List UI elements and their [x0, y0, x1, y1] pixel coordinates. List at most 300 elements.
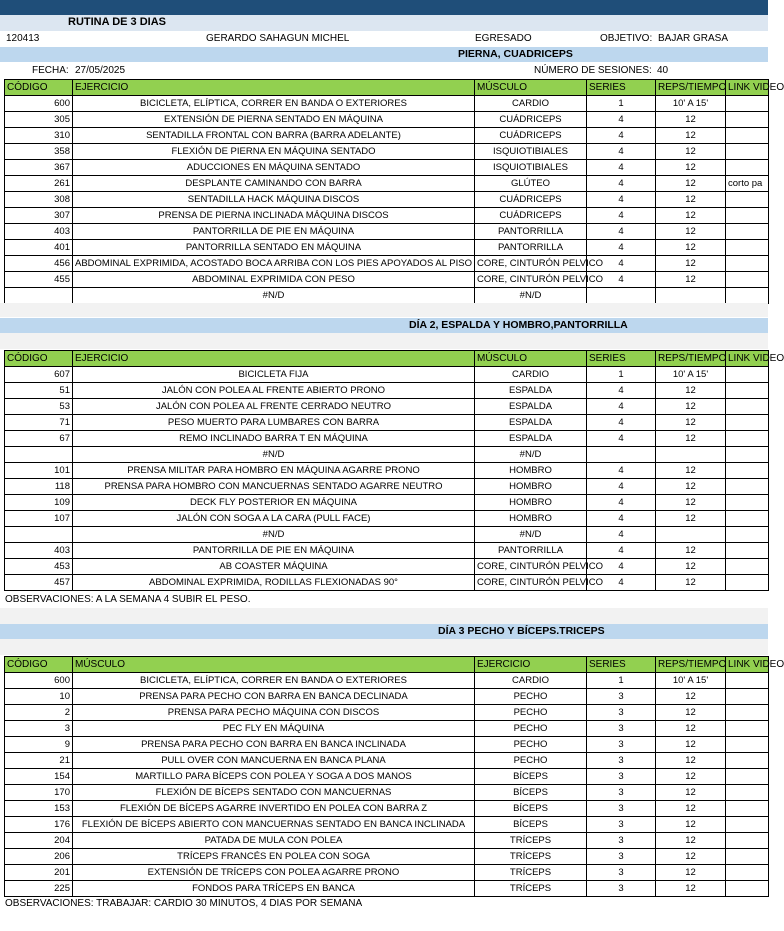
table-cell: [726, 415, 769, 431]
table-cell: 10' A 15': [656, 673, 726, 689]
day3-banner: [0, 624, 768, 639]
table-row: [5, 383, 769, 399]
table-cell: 12: [656, 575, 726, 591]
table-cell: 4: [587, 575, 656, 591]
table-cell: #N/D: [475, 447, 587, 463]
table-cell: 3: [587, 849, 656, 865]
table-cell: 154: [5, 769, 73, 785]
table-cell: PANTORRILLA: [475, 543, 587, 559]
table-cell: PRENSA MILITAR PARA HOMBRO EN MÁQUINA AGARRE PRONO: [73, 463, 475, 479]
table-cell: 600: [5, 673, 73, 689]
table-cell: 206: [5, 849, 73, 865]
table-cell: 12: [656, 415, 726, 431]
header-col2: EJERCICIO: [73, 351, 475, 367]
day2-banner: [0, 318, 768, 333]
sessions-value: 40: [657, 65, 669, 76]
table-cell: [726, 849, 769, 865]
table-row: [5, 801, 769, 817]
table-cell: 308: [5, 192, 73, 208]
table-cell: PRENSA PARA PECHO MÁQUINA CON DISCOS: [73, 705, 475, 721]
spacer: [0, 608, 768, 624]
table-cell: [726, 801, 769, 817]
table-cell: [726, 737, 769, 753]
client-id: 120413: [6, 33, 40, 44]
header-series: SERIES: [587, 80, 656, 96]
table-cell: 403: [5, 543, 73, 559]
table-cell: SENTADILLA HACK MÁQUINA DISCOS: [73, 192, 475, 208]
table-cell: 12: [656, 721, 726, 737]
table-row: [5, 721, 769, 737]
header-col2: MÚSCULO: [73, 657, 475, 673]
table-cell: 3: [587, 833, 656, 849]
table-cell: 457: [5, 575, 73, 591]
table-cell: 170: [5, 785, 73, 801]
table-cell: 101: [5, 463, 73, 479]
table-cell: [726, 447, 769, 463]
table-cell: 12: [656, 160, 726, 176]
header-col3: EJERCICIO: [475, 657, 587, 673]
table-cell: 107: [5, 511, 73, 527]
table-cell: PANTORRILLA DE PIE EN MÁQUINA: [73, 543, 475, 559]
table-row: [5, 865, 769, 881]
table-cell: corto pa: [726, 176, 769, 192]
table-cell: 10: [5, 689, 73, 705]
table-cell: 3: [587, 785, 656, 801]
table-cell: 12: [656, 849, 726, 865]
table-header: [5, 351, 769, 367]
table-cell: BÍCEPS: [475, 785, 587, 801]
table-cell: FLEXIÓN DE BÍCEPS AGARRE INVERTIDO EN POLEA CON BARRA Z: [73, 801, 475, 817]
table-cell: PRENSA PARA PECHO CON BARRA EN BANCA INCLINADA: [73, 737, 475, 753]
table-cell: [726, 399, 769, 415]
header-link: LINK VIDEO: [726, 657, 769, 673]
table-cell: [726, 240, 769, 256]
table-cell: 12: [656, 881, 726, 897]
table-cell: PANTORRILLA SENTADO EN MÁQUINA: [73, 240, 475, 256]
table-row: [5, 367, 769, 383]
table-cell: 607: [5, 367, 73, 383]
table-cell: 4: [587, 399, 656, 415]
table-cell: #N/D: [73, 527, 475, 543]
table-cell: 4: [587, 128, 656, 144]
table-cell: 12: [656, 176, 726, 192]
table-cell: FLEXIÓN DE BÍCEPS ABIERTO CON MANCUERNAS SENTADO EN BANCA INCLINADA: [73, 817, 475, 833]
table-cell: [726, 431, 769, 447]
table-cell: [726, 753, 769, 769]
table-cell: 4: [587, 176, 656, 192]
table-cell: 9: [5, 737, 73, 753]
table-cell: 456: [5, 256, 73, 272]
table-row: [5, 753, 769, 769]
table-cell: 3: [587, 769, 656, 785]
table-cell: PATADA DE MULA CON POLEA: [73, 833, 475, 849]
table-cell: 4: [587, 431, 656, 447]
table-cell: [726, 881, 769, 897]
table-cell: [726, 689, 769, 705]
table-cell: 307: [5, 208, 73, 224]
table-cell: JALÓN CON SOGA A LA CARA (PULL FACE): [73, 511, 475, 527]
table-row: [5, 96, 769, 112]
table-cell: EXTENSIÓN DE PIERNA SENTADO EN MÁQUINA: [73, 112, 475, 128]
table-cell: [726, 817, 769, 833]
table-row: [5, 144, 769, 160]
table-cell: [656, 447, 726, 463]
table-cell: [726, 224, 769, 240]
table-row: [5, 208, 769, 224]
table-cell: 12: [656, 817, 726, 833]
day1-banner: [0, 47, 768, 62]
table-cell: [726, 367, 769, 383]
table-cell: TRÍCEPS: [475, 881, 587, 897]
top-bar: [0, 0, 768, 15]
table-cell: 3: [587, 705, 656, 721]
table-cell: PRENSA PARA PECHO CON BARRA EN BANCA DECLINADA: [73, 689, 475, 705]
table-row: [5, 673, 769, 689]
table-cell: [656, 527, 726, 543]
spacer: [0, 303, 768, 317]
table-cell: PANTORRILLA DE PIE EN MÁQUINA: [73, 224, 475, 240]
table-row: [5, 559, 769, 575]
table-cell: 12: [656, 865, 726, 881]
table-row: [5, 288, 769, 304]
day1-title: PIERNA, CUADRICEPS: [458, 48, 573, 60]
table-cell: BÍCEPS: [475, 817, 587, 833]
table-cell: 4: [587, 192, 656, 208]
table-cell: [726, 721, 769, 737]
table-cell: ABDOMINAL EXPRIMIDA CON PESO: [73, 272, 475, 288]
table-cell: [5, 527, 73, 543]
table-cell: 4: [587, 463, 656, 479]
table-cell: [726, 673, 769, 689]
table-cell: 3: [587, 801, 656, 817]
table-cell: [726, 128, 769, 144]
table-cell: BICICLETA, ELÍPTICA, CORRER EN BANDA O EXTERIORES: [73, 96, 475, 112]
table-cell: 109: [5, 495, 73, 511]
table-cell: 176: [5, 817, 73, 833]
header-link: LINK VIDEO: [726, 80, 769, 96]
table-cell: PECHO: [475, 705, 587, 721]
table-cell: [726, 144, 769, 160]
table-cell: 3: [587, 737, 656, 753]
table-cell: [726, 575, 769, 591]
table-cell: 12: [656, 399, 726, 415]
table-cell: [726, 527, 769, 543]
table-cell: 12: [656, 785, 726, 801]
table-cell: CUÁDRICEPS: [475, 208, 587, 224]
table-cell: 12: [656, 737, 726, 753]
table-cell: 12: [656, 256, 726, 272]
table-cell: [726, 208, 769, 224]
sessions-label: NÚMERO DE SESIONES:: [534, 65, 652, 76]
table-cell: CUÁDRICEPS: [475, 192, 587, 208]
table-row: [5, 463, 769, 479]
table-cell: [726, 559, 769, 575]
table-row: [5, 431, 769, 447]
table-cell: 12: [656, 112, 726, 128]
table-cell: #N/D: [73, 288, 475, 304]
table-cell: [726, 160, 769, 176]
spacer: [0, 639, 768, 655]
spacer: [0, 333, 768, 349]
table-cell: [726, 543, 769, 559]
table-cell: PECHO: [475, 689, 587, 705]
table-cell: PRENSA DE PIERNA INCLINADA MÁQUINA DISCOS: [73, 208, 475, 224]
table-cell: 21: [5, 753, 73, 769]
table-cell: [726, 272, 769, 288]
table-cell: [726, 865, 769, 881]
table-cell: 453: [5, 559, 73, 575]
table-cell: 12: [656, 543, 726, 559]
table-row: [5, 447, 769, 463]
day3-title: DÍA 3 PECHO Y BÍCEPS.TRICEPS: [438, 625, 605, 637]
table-cell: CORE, CINTURÓN PELVICO: [475, 256, 587, 272]
table-cell: 4: [587, 160, 656, 176]
table-cell: 12: [656, 511, 726, 527]
fecha-label: FECHA:: [32, 65, 69, 76]
client-status: EGRESADO: [475, 33, 532, 44]
table-cell: 12: [656, 559, 726, 575]
table-cell: 4: [587, 495, 656, 511]
table-cell: CUÁDRICEPS: [475, 112, 587, 128]
table-cell: 10' A 15': [656, 96, 726, 112]
table-cell: 4: [587, 479, 656, 495]
table-row: [5, 527, 769, 543]
table-cell: 3: [587, 753, 656, 769]
table-cell: 12: [656, 833, 726, 849]
table-cell: [726, 833, 769, 849]
table-cell: 358: [5, 144, 73, 160]
table-cell: [726, 383, 769, 399]
table-cell: BICICLETA, ELÍPTICA, CORRER EN BANDA O EXTERIORES: [73, 673, 475, 689]
table-cell: 4: [587, 224, 656, 240]
table-header: [5, 657, 769, 673]
table-cell: AB COASTER MÁQUINA: [73, 559, 475, 575]
table-cell: 71: [5, 415, 73, 431]
table-cell: JALÓN CON POLEA AL FRENTE CERRADO NEUTRO: [73, 399, 475, 415]
table-cell: 153: [5, 801, 73, 817]
table-cell: CARDIO: [475, 367, 587, 383]
table-cell: ESPALDA: [475, 415, 587, 431]
table-cell: ABDOMINAL EXPRIMIDA, RODILLAS FLEXIONADAS 90°: [73, 575, 475, 591]
client-name: GERARDO SAHAGUN MICHEL: [206, 33, 350, 44]
table-cell: 1: [587, 96, 656, 112]
table-cell: [726, 511, 769, 527]
table-cell: 12: [656, 383, 726, 399]
table-cell: 3: [587, 881, 656, 897]
table-cell: 201: [5, 865, 73, 881]
table-cell: [5, 447, 73, 463]
table-row: [5, 272, 769, 288]
table-cell: 310: [5, 128, 73, 144]
table-cell: 12: [656, 272, 726, 288]
table-cell: EXTENSIÓN DE TRÍCEPS CON POLEA AGARRE PRONO: [73, 865, 475, 881]
objective-value: BAJAR GRASA: [658, 33, 729, 44]
table-cell: #N/D: [475, 288, 587, 304]
day2-observations: OBSERVACIONES: A LA SEMANA 4 SUBIR EL PESO.: [5, 594, 251, 605]
table-cell: ISQUIOTIBIALES: [475, 144, 587, 160]
table-cell: HOMBRO: [475, 495, 587, 511]
table-header: [5, 80, 769, 96]
table-cell: PECHO: [475, 753, 587, 769]
table-row: [5, 256, 769, 272]
table-cell: ABDOMINAL EXPRIMIDA, ACOSTADO BOCA ARRIBA CON LOS PIES APOYADOS AL PISO: [73, 256, 475, 272]
table-cell: 4: [587, 112, 656, 128]
table-cell: 3: [587, 689, 656, 705]
header-codigo: CÓDIGO: [5, 80, 73, 96]
table-cell: 12: [656, 479, 726, 495]
table-cell: [726, 96, 769, 112]
table-cell: HOMBRO: [475, 479, 587, 495]
table-cell: ISQUIOTIBIALES: [475, 160, 587, 176]
table-cell: [726, 256, 769, 272]
table-cell: 12: [656, 753, 726, 769]
table-cell: 12: [656, 463, 726, 479]
table-cell: PEC FLY EN MÁQUINA: [73, 721, 475, 737]
table-cell: [726, 785, 769, 801]
table-cell: 53: [5, 399, 73, 415]
table-row: [5, 495, 769, 511]
table-cell: [726, 112, 769, 128]
table-cell: CORE, CINTURÓN PELVICO: [475, 575, 587, 591]
table-cell: 1: [587, 673, 656, 689]
header-reps: REPS/TIEMPO: [656, 351, 726, 367]
table-row: [5, 224, 769, 240]
table-cell: PULL OVER CON MANCUERNA EN BANCA PLANA: [73, 753, 475, 769]
table-cell: 12: [656, 705, 726, 721]
table-cell: 455: [5, 272, 73, 288]
table-cell: ADUCCIONES EN MÁQUINA SENTADO: [73, 160, 475, 176]
table-cell: TRÍCEPS: [475, 849, 587, 865]
table-cell: 67: [5, 431, 73, 447]
title-bar: [0, 15, 768, 31]
table-cell: [726, 479, 769, 495]
table-cell: 4: [587, 415, 656, 431]
table-cell: [726, 495, 769, 511]
header-reps: REPS/TIEMPO: [656, 80, 726, 96]
table-cell: MARTILLO PARA BÍCEPS CON POLEA Y SOGA A DOS MANOS: [73, 769, 475, 785]
fecha-value: 27/05/2025: [75, 65, 126, 76]
header-col3: MÚSCULO: [475, 80, 587, 96]
table-cell: ESPALDA: [475, 383, 587, 399]
header-codigo: CÓDIGO: [5, 351, 73, 367]
table-cell: TRÍCEPS: [475, 865, 587, 881]
table-row: [5, 849, 769, 865]
table-cell: 3: [587, 817, 656, 833]
table-cell: 225: [5, 881, 73, 897]
table-cell: [5, 288, 73, 304]
header-series: SERIES: [587, 657, 656, 673]
table-cell: 4: [587, 256, 656, 272]
table-cell: #N/D: [73, 447, 475, 463]
table-cell: TRÍCEPS: [475, 833, 587, 849]
table-cell: 204: [5, 833, 73, 849]
table-cell: HOMBRO: [475, 511, 587, 527]
header-link: LINK VIDEO: [726, 351, 769, 367]
table-cell: CARDIO: [475, 96, 587, 112]
routine-title: RUTINA DE 3 DIAS: [68, 16, 166, 28]
table-cell: 12: [656, 240, 726, 256]
header-series: SERIES: [587, 351, 656, 367]
table-cell: 12: [656, 144, 726, 160]
table-row: [5, 881, 769, 897]
table-cell: 4: [587, 144, 656, 160]
table-row: [5, 415, 769, 431]
table-cell: 1: [587, 367, 656, 383]
table-cell: ESPALDA: [475, 431, 587, 447]
table-row: [5, 833, 769, 849]
table-cell: 12: [656, 208, 726, 224]
table-cell: 118: [5, 479, 73, 495]
table-cell: 401: [5, 240, 73, 256]
table-cell: FONDOS PARA TRÍCEPS EN BANCA: [73, 881, 475, 897]
day3-observations: OBSERVACIONES: TRABAJAR: CARDIO 30 MINUTOS, 4 DIAS POR SEMANA: [5, 898, 363, 909]
table-cell: BÍCEPS: [475, 769, 587, 785]
table-cell: [587, 288, 656, 304]
table-cell: 10' A 15': [656, 367, 726, 383]
table-cell: PANTORRILLA: [475, 224, 587, 240]
table-row: [5, 192, 769, 208]
table-cell: 4: [587, 240, 656, 256]
table-cell: 3: [587, 721, 656, 737]
table-cell: 4: [587, 527, 656, 543]
table-cell: 12: [656, 495, 726, 511]
table-row: [5, 511, 769, 527]
table-cell: 4: [587, 272, 656, 288]
table-cell: 403: [5, 224, 73, 240]
table-cell: PECHO: [475, 721, 587, 737]
table-cell: 3: [5, 721, 73, 737]
table-cell: BICICLETA FIJA: [73, 367, 475, 383]
table-cell: 12: [656, 769, 726, 785]
day3-table: [4, 656, 784, 897]
header-col2: EJERCICIO: [73, 80, 475, 96]
table-cell: 4: [587, 208, 656, 224]
table-cell: 12: [656, 224, 726, 240]
day2-title: DÍA 2, ESPALDA Y HOMBRO,PANTORRILLA: [409, 319, 628, 331]
table-cell: CARDIO: [475, 673, 587, 689]
table-row: [5, 399, 769, 415]
table-cell: 12: [656, 192, 726, 208]
table-row: [5, 543, 769, 559]
table-cell: 261: [5, 176, 73, 192]
table-cell: CUÁDRICEPS: [475, 128, 587, 144]
table-cell: 12: [656, 801, 726, 817]
table-row: [5, 575, 769, 591]
day2-table: [4, 350, 784, 591]
table-row: [5, 737, 769, 753]
table-cell: FLEXIÓN DE PIERNA EN MÁQUINA SENTADO: [73, 144, 475, 160]
table-cell: HOMBRO: [475, 463, 587, 479]
table-cell: 4: [587, 543, 656, 559]
table-cell: [726, 705, 769, 721]
table-cell: CORE, CINTURÓN PELVICO: [475, 559, 587, 575]
table-row: [5, 785, 769, 801]
header-codigo: CÓDIGO: [5, 657, 73, 673]
table-cell: [726, 463, 769, 479]
table-row: [5, 112, 769, 128]
table-cell: DESPLANTE CAMINANDO CON BARRA: [73, 176, 475, 192]
table-cell: 305: [5, 112, 73, 128]
table-cell: [726, 769, 769, 785]
table-cell: CORE, CINTURÓN PELVICO: [475, 272, 587, 288]
table-cell: PESO MUERTO PARA LUMBARES CON BARRA: [73, 415, 475, 431]
table-cell: 12: [656, 689, 726, 705]
table-cell: TRÍCEPS FRANCÉS EN POLEA CON SOGA: [73, 849, 475, 865]
table-cell: 4: [587, 511, 656, 527]
table-cell: 12: [656, 431, 726, 447]
table-row: [5, 817, 769, 833]
table-cell: #N/D: [475, 527, 587, 543]
